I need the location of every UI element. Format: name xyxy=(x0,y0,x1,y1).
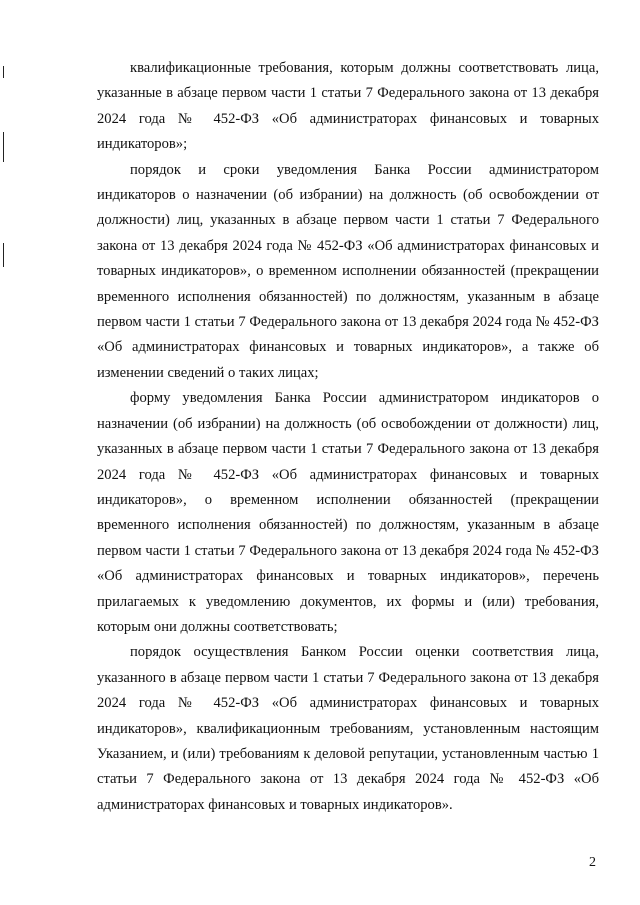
paragraph-notification-procedure: порядок и сроки уведомления Банка России администратором индикаторов о назначении (об избрании) на должность (об освобождении от должности) лиц, указанных в абзаце первом части 1 статьи 7 Федерального закона от 13 декабря 2024 года № 452-ФЗ «Об администраторах финансовых и товарных индикаторов», о временном исполнении обязанностей (прекращении временного исполнения обязанностей) по должностям, указанным в абзаце первом части 1 статьи 7 Федерального закона от 13 декабря 2024 года № 452-ФЗ «Об администраторах финансовых и товарных индикаторов», а также об изменении сведений о таких лицах; xyxy=(97,161,599,381)
paragraph-assessment-procedure: порядок осуществления Банком России оценки соответствия лица, указанного в абзаце первом части 1 статьи 7 Федерального закона от 13 декабря 2024 года № 452-ФЗ «Об администраторах финансовых и товарных индикаторов», квалификационным требованиям, установленным настоящим Указанием, и (или) требованиям к деловой репутации, установленным частью 1 статьи 7 Федерального закона от 13 декабря 2024 года № 452-ФЗ «Об администраторах финансовых и товарных индикаторов». xyxy=(97,644,599,813)
paragraph-notification-form: форму уведомления Банка России администратором индикаторов о назначении (об избрании) на должность (об освобождении от должности) лиц, указанных в абзаце первом части 1 статьи 7 Федерального закона от 13 декабря 2024 года № 452-ФЗ «Об администраторах финансовых и товарных индикаторов», о временном исполнении обязанностей (прекращении временного исполнения обязанностей) по должностям, указанным в абзаце первом части 1 статьи 7 Федерального закона от 13 декабря 2024 года № 452-ФЗ «Об администраторах финансовых и товарных индикаторов», перечень прилагаемых к уведомлению документов, их формы и (или) требования, которым они должны соответствовать; xyxy=(97,390,599,635)
page-number: 2 xyxy=(589,855,596,870)
margin-scan-mark-middle xyxy=(3,132,4,162)
document-body xyxy=(97,56,599,818)
paragraph-qualification-requirements: квалификационные требования, которым должны соответствовать лица, указанные в абзаце первом части 1 статьи 7 Федерального закона от 13 декабря 2024 года № 452-ФЗ «Об администраторах финансовых и товарных индикаторов»; xyxy=(97,60,599,153)
margin-scan-mark-lower xyxy=(3,243,4,267)
margin-scan-mark-top xyxy=(3,66,4,78)
